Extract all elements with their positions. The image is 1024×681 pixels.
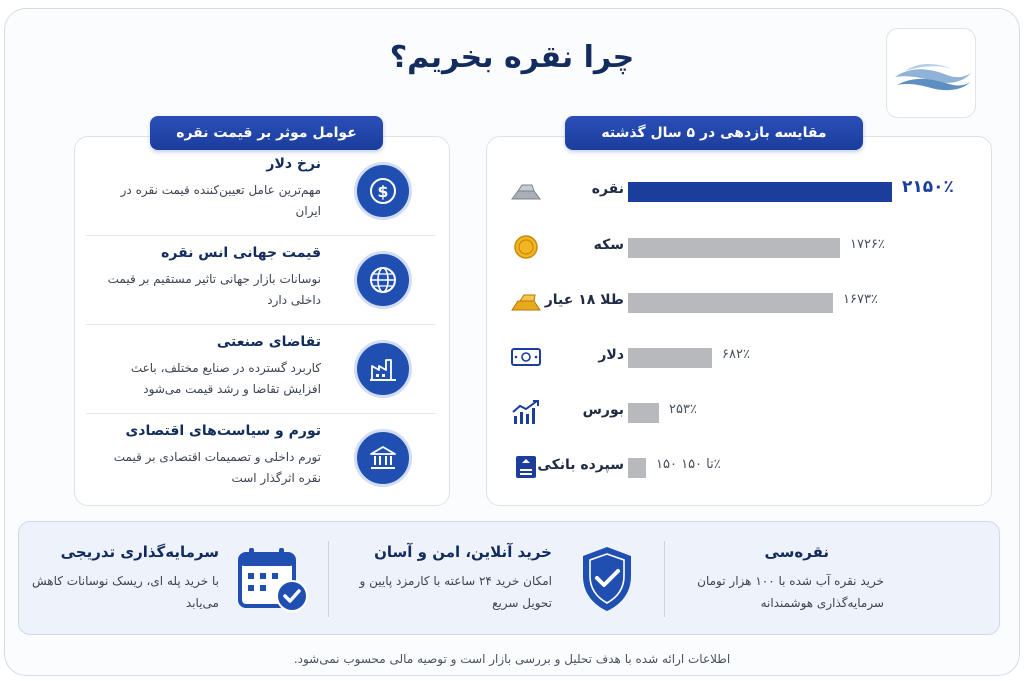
chart-row — [500, 337, 980, 377]
dollar-exchange-icon — [368, 176, 398, 206]
bar-mark — [628, 293, 833, 313]
wave-logo-icon — [887, 29, 977, 119]
bar-mark — [628, 348, 712, 368]
chart-header: مقایسه بازدهی در ۵ سال گذشته — [565, 116, 863, 150]
factor-title: تقاضای صنعتی — [216, 334, 321, 350]
gold-bar-icon — [508, 288, 544, 316]
value-label: ۱۵۰ تا ۱۵۰٪ — [656, 457, 721, 472]
factor-desc: نوسانات بازار جهانی تاثیر مستقیم بر قیمت داخلی دارد — [107, 272, 321, 307]
feature-title: سرمایه‌گذاری تدریجی — [60, 543, 219, 561]
value-label: ۱۶۷۳٪ — [843, 292, 878, 307]
factor-item — [86, 148, 436, 234]
factor-item — [86, 415, 436, 501]
chart-row — [500, 447, 980, 487]
factory-icon — [368, 354, 398, 384]
divider — [328, 541, 329, 617]
divider — [86, 413, 436, 414]
bar-mark — [628, 458, 646, 478]
category-label: سکه — [593, 237, 624, 253]
chart-row — [500, 227, 980, 267]
page-title: چرا نقره بخریم؟ — [389, 40, 635, 75]
disclaimer: اطلاعات ارائه شده با هدف تحلیل و بررسی بازار است و توصیه مالی محسوب نمی‌شود. — [293, 652, 731, 666]
chart-row — [500, 282, 980, 322]
chart-row — [500, 171, 980, 211]
factor-title: تورم و سیاست‌های اقتصادی — [125, 423, 321, 439]
feature-title: خرید آنلاین، امن و آسان — [374, 543, 552, 561]
factor-item — [86, 326, 436, 412]
category-label: سپرده بانکی — [537, 457, 624, 473]
value-label: ۲۵۳٪ — [669, 402, 697, 417]
divider — [86, 235, 436, 236]
factor-item — [86, 237, 436, 323]
globe-icon — [368, 265, 398, 295]
category-label: دلار — [598, 347, 624, 363]
feature-desc: با خرید پله ای، ریسک نوسانات کاهش می‌یابد — [31, 574, 219, 610]
bar-mark — [628, 403, 659, 423]
bar-mark — [628, 238, 840, 258]
calendar-check-icon — [236, 546, 310, 614]
silver-bars-icon — [508, 177, 544, 205]
factor-title: قیمت جهانی انس نقره — [161, 245, 321, 261]
stock-chart-icon — [508, 398, 544, 426]
divider — [86, 324, 436, 325]
bar-mark — [628, 182, 892, 202]
value-label: ۱۷۲۶٪ — [850, 237, 885, 252]
category-label: نقره — [591, 181, 624, 197]
brand-logo — [886, 28, 976, 118]
coin-icon — [508, 233, 544, 261]
value-label: ۶۸۲٪ — [722, 347, 750, 362]
category-label: بورس — [582, 402, 624, 418]
chart-row — [500, 392, 980, 432]
factors-header: عوامل موثر بر قیمت نقره — [150, 116, 383, 150]
factor-desc: مهم‌ترین عامل تعیین‌کننده قیمت نقره در ایران — [120, 183, 321, 218]
feature-title: نقره‌سی — [764, 543, 829, 561]
factor-title: نرخ دلار — [266, 156, 321, 172]
dollar-bill-icon — [508, 343, 544, 371]
svg-text:$: $ — [377, 182, 389, 201]
feature-desc: خرید نقره آب شده با ۱۰۰ هزار تومان سرمایه‌گذاری هوشمندانه — [697, 574, 884, 610]
value-label: ۲۱۵۰٪ — [902, 177, 954, 197]
factor-desc: کاربرد گسترده در صنایع مختلف، باعث افزایش تقاضا و رشد قیمت می‌شود — [130, 361, 321, 396]
bank-building-icon — [368, 443, 398, 473]
category-label: طلا ۱۸ عیار — [544, 292, 624, 308]
shield-check-icon — [578, 544, 636, 614]
feature-desc: امکان خرید ۲۴ ساعته با کارمزد پایین و تحویل سریع — [359, 574, 552, 610]
factor-desc: تورم داخلی و تصمیمات اقتصادی بر قیمت نقره اثرگذار است — [113, 450, 321, 485]
